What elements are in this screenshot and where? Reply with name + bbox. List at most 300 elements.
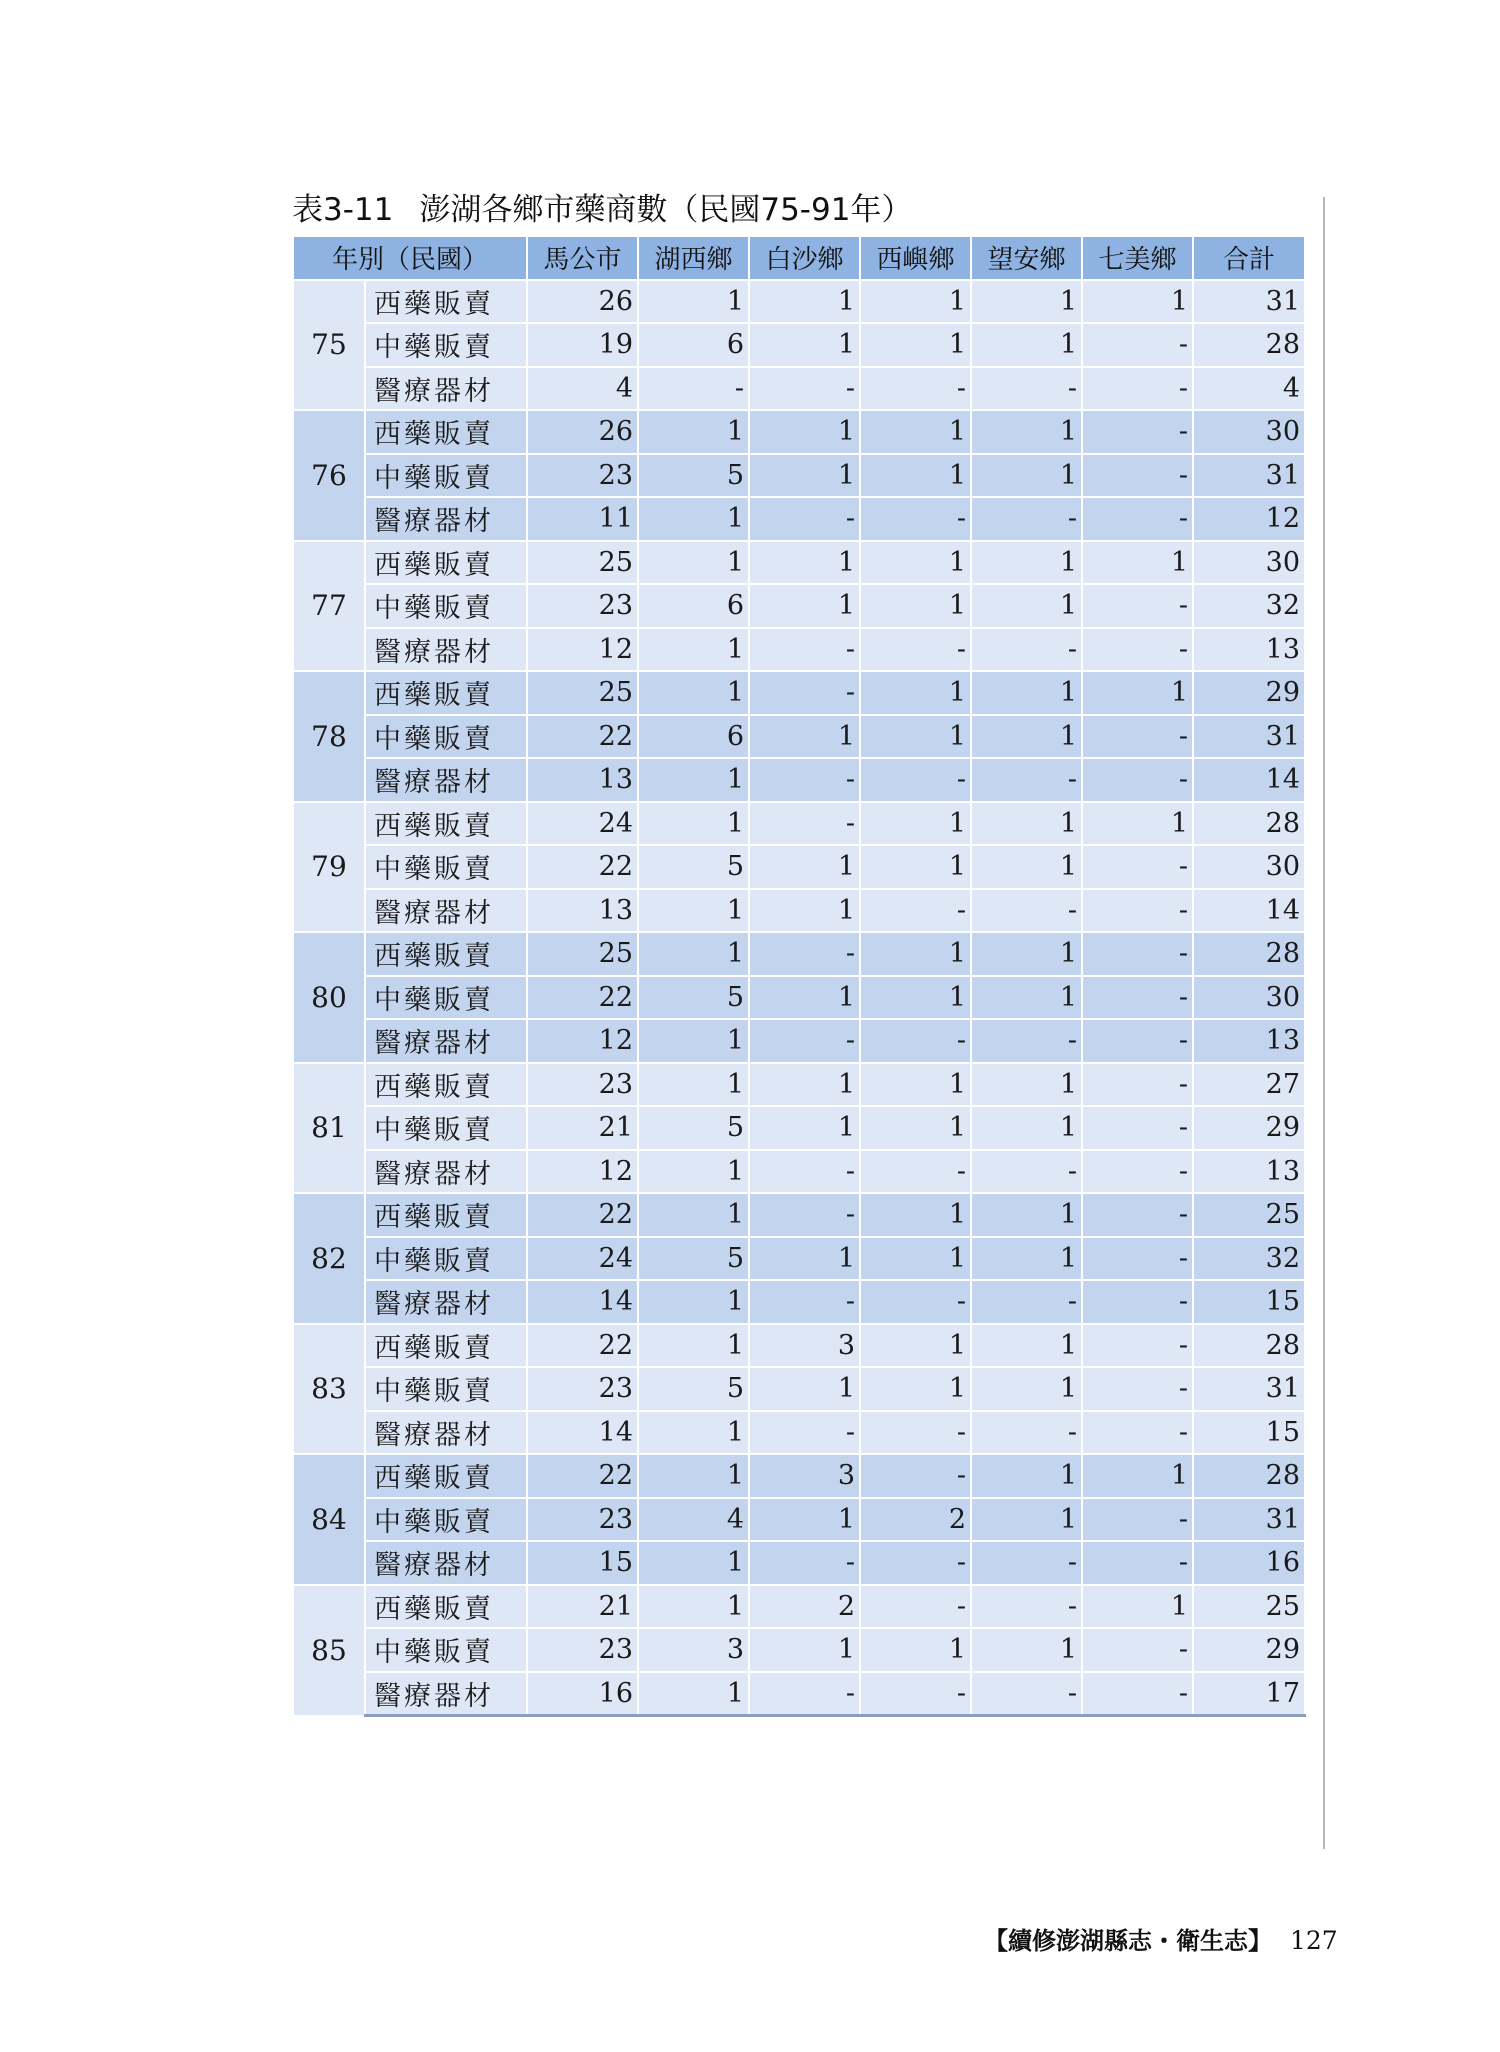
total-cell: 16: [1193, 1541, 1305, 1585]
value-cell: 11: [527, 497, 638, 541]
value-cell: 1: [860, 454, 971, 498]
table-row: [293, 410, 1305, 454]
value-cell: -: [749, 671, 860, 715]
value-cell: 4: [638, 1498, 749, 1542]
value-cell: 1: [749, 715, 860, 759]
value-cell: 13: [527, 889, 638, 933]
table-row: [293, 845, 1305, 889]
value-cell: -: [860, 1150, 971, 1194]
category-cell: 中藥販賣: [365, 454, 527, 498]
value-cell: 19: [527, 323, 638, 367]
value-cell: 25: [527, 541, 638, 585]
value-cell: -: [749, 1672, 860, 1716]
total-cell: 31: [1193, 454, 1305, 498]
value-cell: -: [860, 367, 971, 411]
category-cell: 西藥販賣: [365, 932, 527, 976]
value-cell: 1: [860, 1193, 971, 1237]
value-cell: -: [1082, 454, 1193, 498]
value-cell: 1: [749, 1237, 860, 1281]
year-cell: 83: [293, 1324, 365, 1455]
value-cell: 1: [1082, 802, 1193, 846]
value-cell: -: [749, 758, 860, 802]
value-cell: 1: [638, 932, 749, 976]
value-cell: 3: [749, 1324, 860, 1368]
value-cell: -: [1082, 323, 1193, 367]
value-cell: 1: [638, 671, 749, 715]
table-row: [293, 1628, 1305, 1672]
table-caption: [292, 190, 912, 230]
total-cell: 31: [1193, 1367, 1305, 1411]
table-row: [293, 1454, 1305, 1498]
value-cell: -: [1082, 1106, 1193, 1150]
value-cell: 1: [638, 1280, 749, 1324]
total-cell: 14: [1193, 889, 1305, 933]
value-cell: -: [749, 367, 860, 411]
value-cell: 1: [971, 1106, 1082, 1150]
value-cell: 1: [971, 410, 1082, 454]
category-cell: 中藥販賣: [365, 1367, 527, 1411]
total-cell: 32: [1193, 584, 1305, 628]
value-cell: 16: [527, 1672, 638, 1716]
value-cell: 5: [638, 1106, 749, 1150]
value-cell: 2: [749, 1585, 860, 1629]
category-cell: 西藥販賣: [365, 1063, 527, 1107]
value-cell: -: [971, 1150, 1082, 1194]
table-row: [293, 802, 1305, 846]
table-row: [293, 584, 1305, 628]
value-cell: 1: [638, 497, 749, 541]
page-number: 127: [1290, 1926, 1338, 1955]
value-cell: 1: [638, 1411, 749, 1455]
header-baisha: 白沙鄉: [749, 236, 860, 280]
total-cell: 27: [1193, 1063, 1305, 1107]
value-cell: -: [971, 367, 1082, 411]
category-cell: 中藥販賣: [365, 1498, 527, 1542]
value-cell: 1: [1082, 1585, 1193, 1629]
value-cell: 1: [638, 1585, 749, 1629]
value-cell: 1: [971, 1454, 1082, 1498]
category-cell: 醫療器材: [365, 497, 527, 541]
year-cell: 81: [293, 1063, 365, 1194]
table-row: [293, 323, 1305, 367]
value-cell: 1: [638, 889, 749, 933]
header-qimei: 七美鄉: [1082, 236, 1193, 280]
value-cell: 23: [527, 454, 638, 498]
category-cell: 醫療器材: [365, 1672, 527, 1716]
value-cell: 25: [527, 671, 638, 715]
value-cell: 1: [749, 1628, 860, 1672]
value-cell: 1: [749, 280, 860, 324]
value-cell: 1: [749, 410, 860, 454]
value-cell: 23: [527, 1063, 638, 1107]
category-cell: 西藥販賣: [365, 280, 527, 324]
table-row: [293, 1237, 1305, 1281]
year-cell: 78: [293, 671, 365, 802]
value-cell: 1: [749, 584, 860, 628]
total-cell: 25: [1193, 1585, 1305, 1629]
category-cell: 中藥販賣: [365, 1628, 527, 1672]
value-cell: 1: [971, 715, 1082, 759]
value-cell: 3: [749, 1454, 860, 1498]
table-number: 表3-11: [292, 192, 394, 228]
value-cell: -: [1082, 584, 1193, 628]
value-cell: -: [1082, 1063, 1193, 1107]
value-cell: 1: [749, 1498, 860, 1542]
value-cell: -: [1082, 715, 1193, 759]
value-cell: 1: [860, 584, 971, 628]
value-cell: 1: [749, 845, 860, 889]
category-cell: 醫療器材: [365, 1150, 527, 1194]
total-cell: 13: [1193, 628, 1305, 672]
value-cell: 5: [638, 1237, 749, 1281]
year-cell: 80: [293, 932, 365, 1063]
value-cell: -: [1082, 1280, 1193, 1324]
value-cell: 13: [527, 758, 638, 802]
value-cell: -: [860, 1541, 971, 1585]
value-cell: -: [1082, 1019, 1193, 1063]
category-cell: 醫療器材: [365, 889, 527, 933]
value-cell: 12: [527, 1019, 638, 1063]
value-cell: -: [1082, 497, 1193, 541]
category-cell: 中藥販賣: [365, 1106, 527, 1150]
value-cell: 1: [638, 802, 749, 846]
category-cell: 西藥販賣: [365, 1193, 527, 1237]
value-cell: -: [1082, 976, 1193, 1020]
table-row: [293, 1019, 1305, 1063]
value-cell: 1: [971, 932, 1082, 976]
value-cell: -: [971, 1411, 1082, 1455]
value-cell: 1: [971, 671, 1082, 715]
category-cell: 西藥販賣: [365, 1324, 527, 1368]
value-cell: 1: [971, 1324, 1082, 1368]
value-cell: -: [1082, 889, 1193, 933]
value-cell: -: [860, 1585, 971, 1629]
value-cell: 4: [527, 367, 638, 411]
value-cell: 1: [860, 671, 971, 715]
value-cell: 1: [971, 454, 1082, 498]
value-cell: -: [749, 1193, 860, 1237]
header-year: 年別（民國）: [293, 236, 527, 280]
value-cell: -: [1082, 1367, 1193, 1411]
value-cell: -: [971, 889, 1082, 933]
value-cell: -: [860, 1672, 971, 1716]
value-cell: -: [860, 889, 971, 933]
value-cell: 21: [527, 1106, 638, 1150]
value-cell: 1: [971, 976, 1082, 1020]
value-cell: -: [1082, 1498, 1193, 1542]
value-cell: 5: [638, 1367, 749, 1411]
value-cell: 1: [860, 541, 971, 585]
total-cell: 29: [1193, 671, 1305, 715]
header-xiyu: 西嶼鄉: [860, 236, 971, 280]
table-row: [293, 715, 1305, 759]
value-cell: 12: [527, 628, 638, 672]
value-cell: 15: [527, 1541, 638, 1585]
value-cell: 1: [1082, 671, 1193, 715]
value-cell: 6: [638, 323, 749, 367]
value-cell: -: [1082, 845, 1193, 889]
table-body: [293, 280, 1305, 1716]
value-cell: -: [749, 802, 860, 846]
total-cell: 28: [1193, 932, 1305, 976]
total-cell: 30: [1193, 845, 1305, 889]
value-cell: -: [1082, 1672, 1193, 1716]
value-cell: 22: [527, 976, 638, 1020]
value-cell: 1: [638, 1193, 749, 1237]
header-wangan: 望安鄉: [971, 236, 1082, 280]
value-cell: -: [1082, 1324, 1193, 1368]
value-cell: 23: [527, 1628, 638, 1672]
value-cell: 1: [971, 280, 1082, 324]
value-cell: 14: [527, 1280, 638, 1324]
category-cell: 西藥販賣: [365, 802, 527, 846]
table-row: [293, 280, 1305, 324]
total-cell: 15: [1193, 1411, 1305, 1455]
table-row: [293, 1150, 1305, 1194]
table-row: [293, 758, 1305, 802]
value-cell: 1: [749, 541, 860, 585]
header-total: 合計: [1193, 236, 1305, 280]
value-cell: -: [1082, 1193, 1193, 1237]
value-cell: 1: [971, 584, 1082, 628]
value-cell: 1: [971, 1193, 1082, 1237]
table-title: 澎湖各鄉市藥商數（民國75-91年）: [419, 192, 913, 228]
year-cell: 82: [293, 1193, 365, 1324]
value-cell: 1: [638, 541, 749, 585]
value-cell: -: [749, 628, 860, 672]
value-cell: 1: [749, 1367, 860, 1411]
category-cell: 醫療器材: [365, 628, 527, 672]
value-cell: -: [749, 932, 860, 976]
value-cell: 5: [638, 845, 749, 889]
value-cell: -: [971, 1672, 1082, 1716]
value-cell: 1: [860, 802, 971, 846]
value-cell: 1: [971, 1367, 1082, 1411]
value-cell: -: [1082, 1628, 1193, 1672]
value-cell: -: [1082, 1237, 1193, 1281]
pharmacy-count-table: [292, 235, 1306, 1717]
value-cell: 1: [638, 758, 749, 802]
value-cell: 1: [638, 280, 749, 324]
value-cell: -: [1082, 628, 1193, 672]
value-cell: -: [971, 1280, 1082, 1324]
table-row: [293, 976, 1305, 1020]
total-cell: 12: [1193, 497, 1305, 541]
category-cell: 醫療器材: [365, 367, 527, 411]
value-cell: -: [749, 1280, 860, 1324]
value-cell: 1: [1082, 541, 1193, 585]
category-cell: 醫療器材: [365, 758, 527, 802]
value-cell: 21: [527, 1585, 638, 1629]
year-cell: 84: [293, 1454, 365, 1585]
value-cell: 5: [638, 454, 749, 498]
year-cell: 76: [293, 410, 365, 541]
table-row: [293, 932, 1305, 976]
total-cell: 4: [1193, 367, 1305, 411]
category-cell: 醫療器材: [365, 1019, 527, 1063]
value-cell: -: [971, 758, 1082, 802]
value-cell: -: [1082, 1411, 1193, 1455]
value-cell: 23: [527, 584, 638, 628]
value-cell: -: [1082, 1541, 1193, 1585]
value-cell: 12: [527, 1150, 638, 1194]
total-cell: 32: [1193, 1237, 1305, 1281]
value-cell: 1: [860, 410, 971, 454]
value-cell: -: [971, 1585, 1082, 1629]
value-cell: 1: [860, 1237, 971, 1281]
table-row: [293, 628, 1305, 672]
total-cell: 29: [1193, 1628, 1305, 1672]
year-cell: 85: [293, 1585, 365, 1716]
value-cell: 1: [860, 976, 971, 1020]
table-row: [293, 454, 1305, 498]
table-row: [293, 497, 1305, 541]
total-cell: 13: [1193, 1019, 1305, 1063]
value-cell: -: [638, 367, 749, 411]
value-cell: 1: [638, 1019, 749, 1063]
value-cell: 5: [638, 976, 749, 1020]
value-cell: 2: [860, 1498, 971, 1542]
value-cell: -: [971, 1019, 1082, 1063]
table-row: [293, 1280, 1305, 1324]
value-cell: 1: [749, 1063, 860, 1107]
value-cell: -: [860, 497, 971, 541]
value-cell: -: [1082, 1150, 1193, 1194]
total-cell: 30: [1193, 410, 1305, 454]
category-cell: 中藥販賣: [365, 976, 527, 1020]
value-cell: 22: [527, 845, 638, 889]
value-cell: 1: [638, 1454, 749, 1498]
value-cell: 1: [971, 323, 1082, 367]
value-cell: 1: [638, 628, 749, 672]
total-cell: 31: [1193, 1498, 1305, 1542]
value-cell: -: [860, 628, 971, 672]
table-row: [293, 889, 1305, 933]
header-huxi: 湖西鄉: [638, 236, 749, 280]
table-row: [293, 367, 1305, 411]
table-row: [293, 1106, 1305, 1150]
value-cell: 1: [860, 715, 971, 759]
value-cell: -: [1082, 410, 1193, 454]
value-cell: 14: [527, 1411, 638, 1455]
value-cell: -: [860, 1454, 971, 1498]
page-edge-rule: [1323, 197, 1325, 1849]
value-cell: 1: [971, 802, 1082, 846]
total-cell: 14: [1193, 758, 1305, 802]
value-cell: -: [1082, 367, 1193, 411]
value-cell: 1: [638, 1672, 749, 1716]
total-cell: 31: [1193, 280, 1305, 324]
value-cell: 1: [860, 932, 971, 976]
value-cell: -: [860, 1280, 971, 1324]
value-cell: -: [971, 628, 1082, 672]
value-cell: 1: [860, 845, 971, 889]
total-cell: 28: [1193, 1324, 1305, 1368]
value-cell: -: [1082, 758, 1193, 802]
total-cell: 25: [1193, 1193, 1305, 1237]
value-cell: -: [860, 1411, 971, 1455]
value-cell: 1: [971, 541, 1082, 585]
value-cell: 1: [638, 1063, 749, 1107]
table-row: [293, 541, 1305, 585]
total-cell: 28: [1193, 323, 1305, 367]
value-cell: -: [1082, 932, 1193, 976]
value-cell: -: [971, 1541, 1082, 1585]
value-cell: -: [749, 497, 860, 541]
value-cell: 6: [638, 715, 749, 759]
table-row: [293, 1324, 1305, 1368]
value-cell: -: [749, 1150, 860, 1194]
category-cell: 中藥販賣: [365, 715, 527, 759]
value-cell: 22: [527, 1324, 638, 1368]
value-cell: 24: [527, 802, 638, 846]
value-cell: 22: [527, 1454, 638, 1498]
category-cell: 中藥販賣: [365, 845, 527, 889]
total-cell: 29: [1193, 1106, 1305, 1150]
year-cell: 79: [293, 802, 365, 933]
value-cell: 1: [971, 1237, 1082, 1281]
value-cell: 1: [971, 845, 1082, 889]
value-cell: 1: [749, 454, 860, 498]
value-cell: 1: [860, 1106, 971, 1150]
value-cell: 26: [527, 410, 638, 454]
table-row: [293, 1367, 1305, 1411]
value-cell: 1: [749, 323, 860, 367]
value-cell: 1: [860, 323, 971, 367]
table-header-row: [293, 236, 1305, 280]
value-cell: -: [749, 1541, 860, 1585]
value-cell: 1: [638, 1150, 749, 1194]
value-cell: 1: [860, 280, 971, 324]
value-cell: 1: [860, 1063, 971, 1107]
total-cell: 28: [1193, 802, 1305, 846]
value-cell: 1: [638, 410, 749, 454]
table-row: [293, 1063, 1305, 1107]
header-magong: 馬公市: [527, 236, 638, 280]
category-cell: 西藥販賣: [365, 1585, 527, 1629]
value-cell: 1: [971, 1063, 1082, 1107]
value-cell: 1: [1082, 280, 1193, 324]
value-cell: 22: [527, 715, 638, 759]
table-row: [293, 1672, 1305, 1716]
category-cell: 西藥販賣: [365, 541, 527, 585]
footer-book-title: 【續修澎湖縣志・衛生志】: [984, 1926, 1272, 1955]
value-cell: -: [749, 1019, 860, 1063]
total-cell: 15: [1193, 1280, 1305, 1324]
value-cell: 1: [860, 1324, 971, 1368]
value-cell: 1: [1082, 1454, 1193, 1498]
value-cell: 1: [749, 976, 860, 1020]
category-cell: 中藥販賣: [365, 584, 527, 628]
value-cell: -: [749, 1411, 860, 1455]
value-cell: 26: [527, 280, 638, 324]
value-cell: -: [971, 497, 1082, 541]
value-cell: -: [860, 1019, 971, 1063]
year-cell: 75: [293, 280, 365, 411]
table-row: [293, 671, 1305, 715]
category-cell: 醫療器材: [365, 1541, 527, 1585]
value-cell: 1: [860, 1628, 971, 1672]
value-cell: 1: [638, 1324, 749, 1368]
page-footer: [984, 1925, 1338, 1957]
table-row: [293, 1411, 1305, 1455]
year-cell: 77: [293, 541, 365, 672]
table-row: [293, 1541, 1305, 1585]
category-cell: 醫療器材: [365, 1280, 527, 1324]
value-cell: 1: [749, 1106, 860, 1150]
category-cell: 中藥販賣: [365, 1237, 527, 1281]
total-cell: 28: [1193, 1454, 1305, 1498]
